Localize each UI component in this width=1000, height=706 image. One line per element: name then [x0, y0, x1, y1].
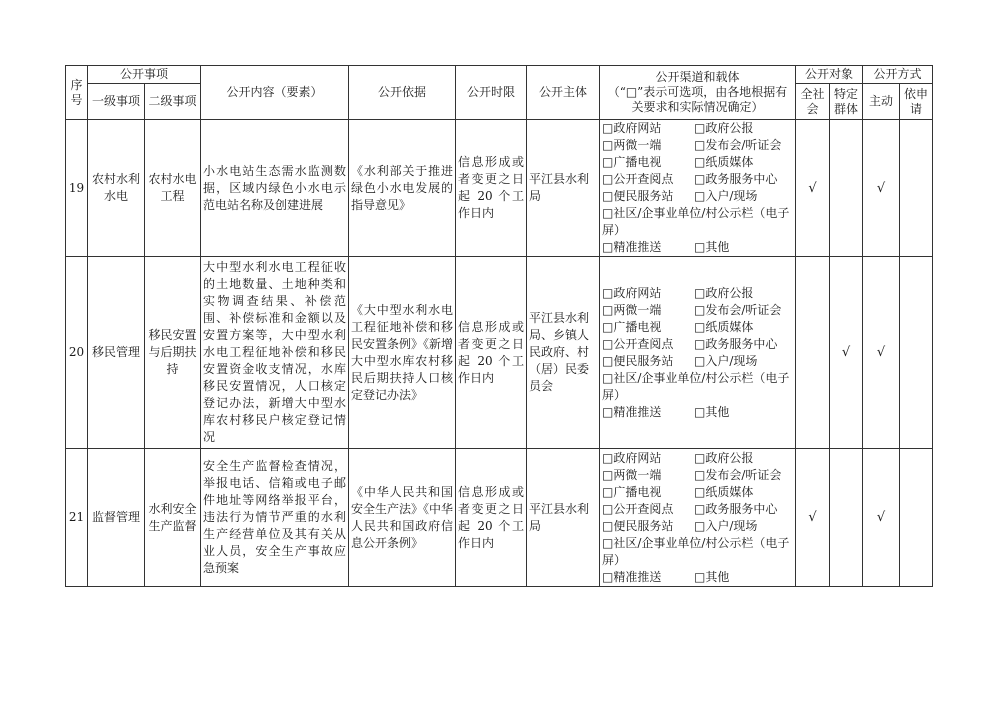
row-time-limit: 信息形成或者变更之日起 20 个工作日内 — [456, 120, 527, 257]
table-row — [66, 449, 933, 587]
header-target-group: 公开对象 — [796, 66, 863, 84]
channel-option: □发布会/听证会 — [694, 138, 782, 152]
channel-option: □便民服务站 — [602, 189, 674, 203]
row-target-specific — [830, 120, 863, 257]
channel-option: □政府公报 — [694, 121, 754, 135]
header-channel — [600, 66, 796, 120]
row-time-limit: 信息形成或者变更之日起 20 个工作日内 — [456, 257, 527, 449]
channel-list — [602, 120, 793, 256]
row-target-specific — [830, 449, 863, 587]
row-method-request — [900, 120, 933, 257]
row-basis: 《水利部关于推进绿色小水电发展的指导意见》 — [349, 120, 456, 257]
header-channel-note: （“□”表示可选项，由各地根据有关要求和实际情况确定） — [607, 85, 788, 114]
row-time-limit: 信息形成或者变更之日起 20 个工作日内 — [456, 449, 527, 587]
channel-option: □纸质媒体 — [694, 155, 754, 169]
header-content: 公开内容（要素） — [201, 66, 349, 120]
channel-option: □精准推送 — [602, 240, 662, 254]
channel-option: □社区/企事业单位/村公示栏（电子屏） — [602, 206, 790, 237]
channel-option: □政务服务中心 — [694, 336, 778, 351]
channel-option: □政府网站 — [602, 121, 662, 135]
row-level2: 水利安全生产监督 — [145, 449, 201, 587]
channel-option: □纸质媒体 — [694, 484, 754, 499]
header-item-group: 公开事项 — [88, 66, 201, 84]
channel-option: □入户/现场 — [694, 353, 758, 368]
channel-option: □两微一端 — [602, 302, 662, 317]
header-subject: 公开主体 — [527, 66, 600, 120]
channel-option: □广播电视 — [602, 155, 662, 169]
channel-option: □政务服务中心 — [694, 172, 778, 186]
channel-option: □广播电视 — [602, 484, 662, 499]
channel-option: □入户/现场 — [694, 189, 758, 203]
channel-option: □入户/现场 — [694, 518, 758, 533]
row-method-active: √ — [863, 449, 900, 587]
row-seq: 21 — [66, 449, 88, 587]
header-seq: 序号 — [66, 66, 88, 120]
row-basis: 《中华人民共和国安全生产法》《中华人民共和国政府信息公开条例》 — [349, 449, 456, 587]
header-target-specific: 特定群体 — [830, 84, 863, 120]
row-subject: 平江县水利局 — [527, 449, 600, 587]
row-target-all: √ — [796, 120, 830, 257]
row-level2: 农村水电工程 — [145, 120, 201, 257]
channel-option: □社区/企事业单位/村公示栏（电子屏） — [602, 370, 790, 402]
row-subject: 平江县水利局、乡镇人民政府、村（居）民委员会 — [527, 257, 600, 449]
channel-option: □公开查阅点 — [602, 336, 674, 351]
header-method-group: 公开方式 — [863, 66, 933, 84]
row-basis: 《大中型水利水电工程征地补偿和移民安置条例》《新增大中型水库农村移民后期扶持人口核定登记办法》 — [349, 257, 456, 449]
channel-option: □纸质媒体 — [694, 319, 754, 334]
row-method-active: √ — [863, 120, 900, 257]
row-content: 安全生产监督检查情况，举报电话、信箱或电子邮件地址等网络举报平台，违法行为情节严重的水利生产经营单位及其有关从业人员，安全生产事故应急预案 — [201, 449, 349, 587]
channel-option: □其他 — [694, 404, 730, 419]
channel-option: □社区/企事业单位/村公示栏（电子屏） — [602, 535, 790, 567]
table-row — [66, 257, 933, 449]
header-method-request: 依申请 — [900, 84, 933, 120]
row-target-all — [796, 257, 830, 449]
row-level1: 监督管理 — [88, 449, 145, 587]
header-level2: 二级事项 — [145, 84, 201, 120]
channel-option: □便民服务站 — [602, 353, 674, 368]
channel-option: □其他 — [694, 240, 730, 254]
header-basis: 公开依据 — [349, 66, 456, 120]
header-channel-title: 公开渠道和载体 — [655, 70, 740, 84]
channel-list — [602, 285, 793, 421]
header-target-all: 全社会 — [796, 84, 830, 120]
row-seq: 19 — [66, 120, 88, 257]
row-seq: 20 — [66, 257, 88, 449]
channel-option: □发布会/听证会 — [694, 467, 782, 482]
channel-option: □公开查阅点 — [602, 501, 674, 516]
channel-option: □发布会/听证会 — [694, 302, 782, 317]
channel-option: □广播电视 — [602, 319, 662, 334]
header-level1: 一级事项 — [88, 84, 145, 120]
row-level2: 移民安置与后期扶持 — [145, 257, 201, 449]
row-method-request — [900, 449, 933, 587]
channel-option: □政府公报 — [694, 285, 754, 300]
channel-option: □两微一端 — [602, 467, 662, 482]
row-level1: 移民管理 — [88, 257, 145, 449]
channel-option: □政府网站 — [602, 450, 662, 465]
channel-option: □政务服务中心 — [694, 501, 778, 516]
row-method-request — [900, 257, 933, 449]
channel-option: □其他 — [694, 569, 730, 584]
row-channels — [600, 257, 796, 449]
table-row — [66, 120, 933, 257]
channel-option: □政府公报 — [694, 450, 754, 465]
row-target-specific: √ — [830, 257, 863, 449]
channel-option: □精准推送 — [602, 404, 662, 419]
channel-list — [602, 450, 793, 586]
row-channels — [600, 120, 796, 257]
header-method-active: 主动 — [863, 84, 900, 120]
channel-option: □两微一端 — [602, 138, 662, 152]
row-subject: 平江县水利局 — [527, 120, 600, 257]
row-level1: 农村水利水电 — [88, 120, 145, 257]
channel-option: □公开查阅点 — [602, 172, 674, 186]
channel-option: □政府网站 — [602, 285, 662, 300]
row-method-active: √ — [863, 257, 900, 449]
row-target-all: √ — [796, 449, 830, 587]
row-content: 小水电站生态需水监测数据，区域内绿色小水电示范电站名称及创建进展 — [201, 120, 349, 257]
header-time-limit: 公开时限 — [456, 66, 527, 120]
channel-option: □精准推送 — [602, 569, 662, 584]
disclosure-table — [65, 65, 933, 587]
row-channels — [600, 449, 796, 587]
row-content: 大中型水利水电工程征收的土地数量、土地种类和实物调查结果、补偿范围、补偿标准和金额以及安置方案等，大中型水利水电工程征地补偿和移民安置资金收支情况，水库移民安置情况，人口核定登记办法，新增大中型水库农村移民户核定登记情况 — [201, 257, 349, 449]
channel-option: □便民服务站 — [602, 518, 674, 533]
